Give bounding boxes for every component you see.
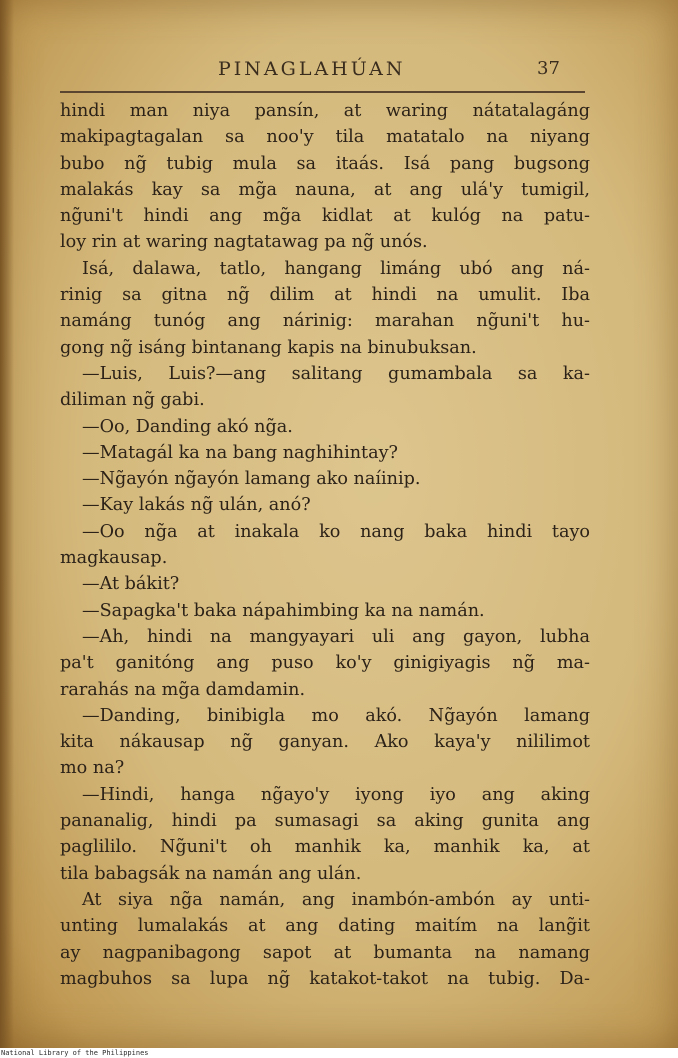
text-line: —Kay lakás ng̃ ulán, anó? [82, 495, 311, 516]
body-text [60, 98, 590, 992]
text-line: —Oo ng̃a at inakala ko nang baka hindi tayo [82, 521, 590, 542]
text-line: —At bákit? [82, 574, 180, 595]
text-line: makipagtagalan sa noo'y tila matatalo na niyang [60, 127, 590, 148]
text-line: —Sapagka't baka nápahimbing ka na namán. [82, 600, 485, 621]
text-line: —Danding, binibigla mo akó. Ng̃ayón lamang [82, 705, 590, 726]
text-line: unting lumalakás at ang dating maitím na lang̃it [60, 916, 590, 937]
text-line: —Oo, Danding akó ng̃a. [82, 416, 293, 437]
text-line: malakás kay sa mg̃a nauna, at ang ulá'y tumigil, [60, 179, 590, 200]
text-line: ay nagpanibagong sapot at bumanta na namang [60, 942, 590, 963]
text-line: Isá, dalawa, tatlo, hangang limáng ubó ang ná- [82, 258, 590, 279]
text-line: diliman ng̃ gabi. [60, 390, 205, 411]
footer-credit: National Library of the Philippines [1, 1049, 678, 1058]
text-line: rarahás na mg̃a damdamin. [60, 679, 306, 700]
text-line: magkausap. [60, 548, 168, 569]
header-rule [60, 91, 585, 93]
text-line: —Matagál ka na bang naghihintay? [82, 442, 398, 463]
page-number: 37 [537, 58, 560, 79]
text-line: tila babagsák na namán ang ulán. [60, 863, 362, 884]
text-line: —Hindi, hanga ng̃ayo'y iyong iyo ang aking [82, 784, 590, 805]
text-line: kita nákausap ng̃ ganyan. Ako kaya'y nililimot [60, 732, 590, 753]
text-line: bubo ng̃ tubig mula sa itaás. Isá pang bugsong [60, 153, 590, 174]
text-line: loy rin at waring nagtatawag pa ng̃ unós. [60, 232, 428, 253]
running-title: PINAGLAHÚAN [218, 58, 406, 80]
text-line: paglililo. Ng̃uni't oh manhik ka, manhik ka, at [60, 837, 590, 858]
page-spine-shadow [0, 0, 14, 1048]
text-line: pa't ganitóng ang puso ko'y ginigiyagis ng̃ ma- [60, 653, 590, 674]
text-line: magbuhos sa lupa ng̃ katakot-takot na tubig. Da- [60, 968, 590, 989]
text-line: —Ng̃ayón ng̃ayón lamang ako naíinip. [82, 469, 421, 490]
text-line: namáng tunóg ang nárinig: marahan ng̃uni't hu- [60, 311, 590, 332]
text-line: gong ng̃ isáng bintanang kapis na binubuksan. [60, 337, 477, 358]
text-line: At siya ng̃a namán, ang inambón-ambón ay unti- [82, 889, 590, 910]
text-line: hindi man niya pansín, at waring nátatalagáng [60, 101, 590, 121]
text-line: —Luis, Luis?—ang salitang gumambala sa ka- [82, 363, 590, 384]
text-line: ng̃uni't hindi ang mg̃a kidlat at kulóg na patu- [60, 206, 590, 227]
text-line: —Ah, hindi na mangyayari uli ang gayon, lubha [82, 626, 590, 647]
text-line: mo na? [60, 758, 125, 779]
text-line: pananalig, hindi pa sumasagi sa aking gunita ang [60, 811, 590, 832]
running-head [0, 58, 678, 86]
text-line: rinig sa gitna ng̃ dilim at hindi na umulit. Iba [60, 285, 590, 306]
